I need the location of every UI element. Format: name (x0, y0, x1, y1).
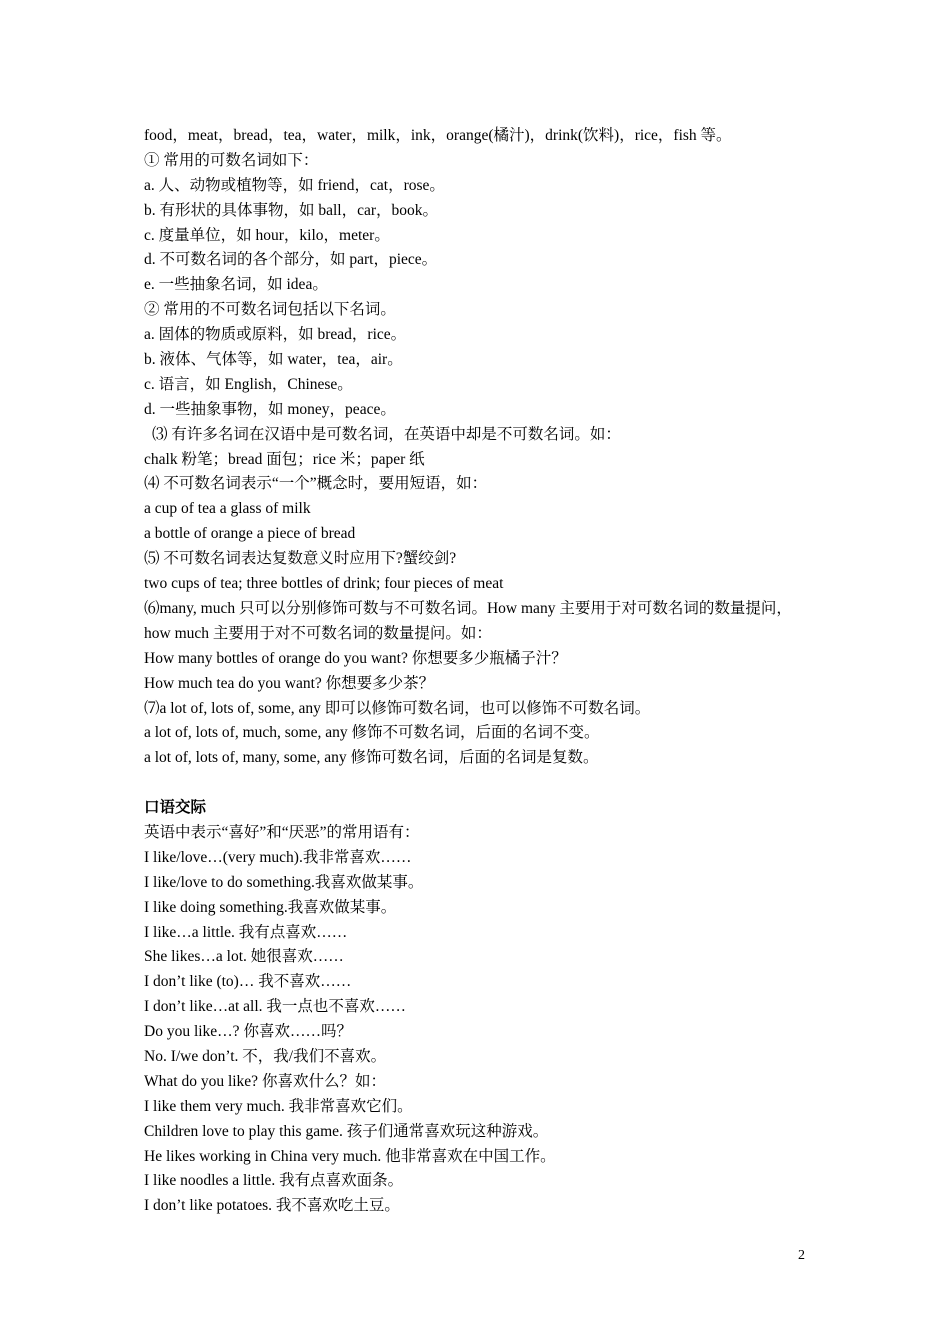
text-line: d. 一些抽象事物，如 money，peace。 (144, 400, 396, 418)
text-line: How many bottles of orange do you want? 你想要多少瓶橘子汁？ (144, 649, 567, 667)
text-line: a. 固体的物质或原料，如 bread，rice。 (144, 326, 407, 344)
text-line: c. 度量单位，如 hour，kilo，meter。 (144, 226, 390, 244)
text-line: a cup of tea a glass of milk (144, 500, 311, 518)
paragraph-spacer (144, 771, 814, 796)
text-line: 英语中表示“喜好”和“厌恶”的常用语有： (144, 823, 420, 841)
text-line: No. I/we don’t. 不，我/我们不喜欢。 (144, 1047, 387, 1065)
text-line: I don’t like potatoes. 我不喜欢吃土豆。 (144, 1197, 400, 1215)
text-line: I don’t like…at all. 我一点也不喜欢…… (144, 998, 406, 1016)
text-line: a. 人、动物或植物等，如 friend，cat，rose。 (144, 176, 445, 194)
text-line: ① 常用的可数名词如下： (144, 151, 319, 169)
text-line: Do you like…? 你喜欢……吗？ (144, 1023, 352, 1041)
section-heading: 口语交际 (144, 799, 207, 817)
text-line: food，meat，bread，tea，water，milk，ink，orange(橘汁)，drink(饮料)，rice，fish 等。 (144, 127, 732, 144)
text-line: She likes…a lot. 她很喜欢…… (144, 948, 344, 966)
text-line: He likes working in China very much. 他非常喜欢在中国工作。 (144, 1147, 556, 1165)
text-line: a bottle of orange a piece of bread (144, 525, 356, 543)
text-line: a lot of, lots of, many, some, any 修饰可数名词，后面的名词是复数。 (144, 749, 599, 767)
text-line: I like noodles a little. 我有点喜欢面条。 (144, 1172, 404, 1190)
text-paragraph: ⑹many, much 只可以分别修饰可数与不可数名词。How many 主要用于对可数名词的数量提问，how much 主要用于对不可数名词的数量提问。如： (144, 599, 792, 642)
text-line: Children love to play this game. 孩子们通常喜欢玩这种游戏。 (144, 1122, 549, 1140)
text-line: I like/love…(very much).我非常喜欢…… (144, 848, 412, 866)
text-line: d. 不可数名词的各个部分，如 part，piece。 (144, 251, 438, 269)
text-line: e. 一些抽象名词，如 idea。 (144, 276, 328, 294)
page-number: 2 (798, 1248, 805, 1263)
text-line: a lot of, lots of, much, some, any 修饰不可数名词，后面的名词不变。 (144, 724, 600, 742)
text-line: ⑷ 不可数名词表示“一个”概念时，要用短语，如： (144, 475, 488, 493)
text-line: b. 有形状的具体事物，如 ball，car，book。 (144, 201, 439, 219)
text-line: ⑶ 有许多名词在汉语中是可数名词，在英语中却是不可数名词。如： (152, 425, 621, 443)
text-line: two cups of tea; three bottles of drink; four pieces of meat (144, 575, 504, 593)
text-line: I like/love to do something.我喜欢做某事。 (144, 873, 424, 891)
text-line: How much tea do you want? 你想要多少茶？ (144, 674, 435, 692)
text-line: c. 语言，如 English，Chinese。 (144, 375, 353, 393)
text-line: chalk 粉笔；bread 面包；rice 米；paper 纸 (144, 450, 425, 468)
text-line: b. 液体、气体等，如 water，tea，air。 (144, 351, 403, 369)
text-line: I like…a little. 我有点喜欢…… (144, 923, 348, 941)
text-line: ⑸ 不可数名词表达复数意义时应用下?蟹绞剑? (144, 550, 457, 568)
document-body (144, 124, 814, 1219)
text-line: I like them very much. 我非常喜欢它们。 (144, 1097, 413, 1115)
text-line: What do you like? 你喜欢什么？如： (144, 1072, 386, 1090)
text-line: ⑺a lot of, lots of, some, any 即可以修饰可数名词，也可以修饰不可数名词。 (144, 699, 651, 717)
text-line: I don’t like (to)… 我不喜欢…… (144, 973, 352, 991)
text-line: ② 常用的不可数名词包括以下名词。 (144, 301, 396, 319)
text-line: I like doing something.我喜欢做某事。 (144, 898, 397, 916)
